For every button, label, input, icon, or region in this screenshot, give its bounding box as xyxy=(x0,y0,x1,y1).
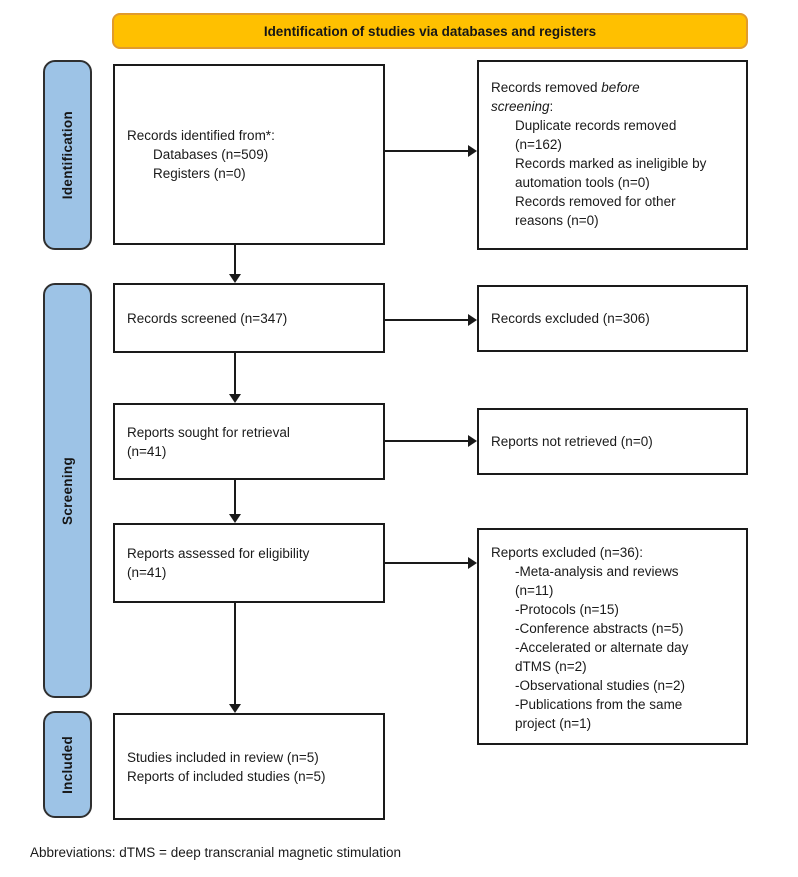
box-reports-assessed xyxy=(113,523,385,603)
arrow-screened-to-excluded-icon xyxy=(385,314,477,326)
box-studies-included xyxy=(113,713,385,820)
box-records-screened xyxy=(113,283,385,353)
arrow-sought-to-assessed-icon xyxy=(229,480,241,523)
box-reports-excluded xyxy=(477,528,748,745)
arrow-identified-to-screened-icon xyxy=(229,245,241,283)
stage-included xyxy=(43,711,92,818)
records-removed-automation: Records marked as ineligible by automation tools (n=0) xyxy=(515,156,707,190)
records-removed-heading-line1: Records removed before xyxy=(491,80,640,95)
reports-sought-line2: (n=41) xyxy=(127,443,167,459)
reports-excluded-same-project: -Publications from the same project (n=1) xyxy=(515,697,683,731)
records-removed-duplicates: Duplicate records removed (n=162) xyxy=(515,118,677,152)
records-removed-other: Records removed for other reasons (n=0) xyxy=(515,194,676,228)
stage-identification-label: Identification xyxy=(60,110,75,200)
records-removed-heading-line2: screening: xyxy=(491,99,554,114)
stage-included-label: Included xyxy=(60,735,75,794)
reports-excluded-accelerated: -Accelerated or alternate day dTMS (n=2) xyxy=(515,640,689,674)
reports-excluded-abstracts: -Conference abstracts (n=5) xyxy=(515,621,684,636)
reports-excluded-observational: -Observational studies (n=2) xyxy=(515,678,685,693)
banner-title-text: Identification of studies via databases and registers xyxy=(263,23,597,39)
stage-screening xyxy=(43,283,92,698)
banner-title xyxy=(112,13,748,49)
records-identified-registers: Registers (n=0) xyxy=(153,166,246,181)
arrow-identified-to-removed-icon xyxy=(385,145,477,157)
box-reports-sought xyxy=(113,403,385,480)
box-reports-not-retrieved xyxy=(477,408,748,475)
studies-included-line1: Studies included in review (n=5) xyxy=(127,749,319,765)
box-records-identified xyxy=(113,64,385,245)
arrow-screened-to-sought-icon xyxy=(229,353,241,403)
records-identified-databases: Databases (n=509) xyxy=(153,147,269,162)
abbreviations-note: Abbreviations: dTMS = deep transcranial magnetic stimulation xyxy=(30,845,402,860)
reports-sought-line1: Reports sought for retrieval xyxy=(127,424,290,440)
arrow-assessed-to-excluded-icon xyxy=(385,557,477,569)
box-records-excluded xyxy=(477,285,748,352)
studies-included-line2: Reports of included studies (n=5) xyxy=(127,768,326,784)
records-excluded-label: Records excluded (n=306) xyxy=(491,311,650,326)
reports-excluded-protocols: -Protocols (n=15) xyxy=(515,602,619,617)
reports-excluded-meta: -Meta-analysis and reviews (n=11) xyxy=(515,564,679,598)
records-identified-heading: Records identified from*: xyxy=(127,128,275,143)
arrow-sought-to-not-retrieved-icon xyxy=(385,435,477,447)
arrow-assessed-to-included-icon xyxy=(229,603,241,713)
stage-identification xyxy=(43,60,92,250)
reports-assessed-line1: Reports assessed for eligibility xyxy=(127,546,310,561)
reports-assessed-line2: (n=41) xyxy=(127,565,167,580)
reports-not-retrieved-label: Reports not retrieved (n=0) xyxy=(491,434,653,449)
records-screened-label: Records screened (n=347) xyxy=(127,310,288,326)
stage-screening-label: Screening xyxy=(60,456,75,525)
reports-excluded-heading: Reports excluded (n=36): xyxy=(491,545,643,560)
box-records-removed xyxy=(477,60,748,250)
